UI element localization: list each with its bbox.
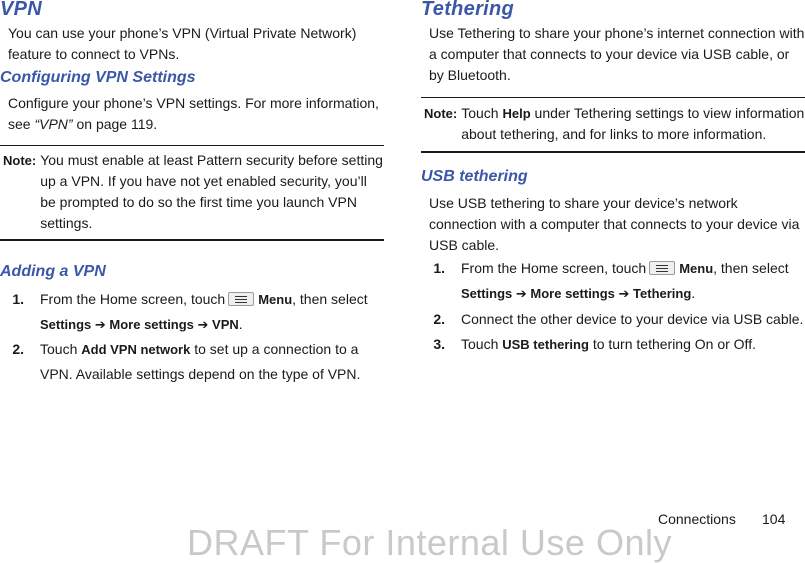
config-vpn-heading: Configuring VPN Settings: [0, 69, 196, 86]
step-text: [40, 287, 384, 337]
step-text-pre: Touch: [461, 336, 499, 352]
menu-label: Menu: [679, 261, 714, 276]
usb-tethering-heading: USB tethering: [421, 168, 528, 185]
step-text-end: .: [691, 285, 696, 301]
usb-tethering-intro: Use USB tethering to share your device’s network connection with a computer that connects to your device via USB cable.: [429, 195, 800, 253]
step-number: 1.: [433, 260, 445, 276]
step-number: 2.: [12, 341, 24, 357]
adding-vpn-heading: Adding a VPN: [0, 263, 106, 280]
tether-step-2: [421, 307, 805, 331]
right-column: [421, 0, 805, 357]
settings-path: Settings ➔ More settings ➔ Tethering: [461, 286, 692, 301]
config-text-pre: Configure your phone’s VPN settings. For more information, see: [8, 95, 379, 132]
settings-path: Settings ➔ More settings ➔ VPN: [40, 317, 239, 332]
step-text-mid: , then select: [292, 291, 368, 307]
usb-tethering-label: USB tethering: [502, 337, 589, 352]
tether-step-1: [421, 256, 805, 306]
step-text-pre: Touch: [40, 341, 78, 357]
note-text: [457, 103, 805, 145]
tethering-heading: Tethering: [421, 0, 515, 20]
draft-watermark: DRAFT For Internal Use Only: [187, 522, 672, 563]
tethering-intro: Use Tethering to share your phone’s internet connection with a computer that connects to your device via USB cable, or by Bluetooth.: [429, 25, 805, 83]
tether-step-3: [421, 332, 805, 357]
vpn-intro: You can use your phone’s VPN (Virtual Private Network) feature to connect to VPNs.: [8, 25, 357, 62]
note-label: Note:: [3, 153, 37, 168]
step-text-post: to turn tethering On or Off.: [592, 336, 756, 352]
vpn-heading: VPN: [0, 0, 43, 20]
config-vpn-text: [0, 93, 384, 135]
note-text-pre: Touch: [461, 105, 499, 121]
menu-key-icon: [228, 292, 254, 306]
note-text: You must enable at least Pattern security before setting up a VPN. If you have not yet enabled security, you’ll be prompted to do so the first time you launch VPN settings.: [40, 152, 383, 231]
step-text-pre: From the Home screen, touch: [40, 291, 226, 307]
step-text: [40, 337, 384, 386]
step-text: [461, 256, 805, 306]
vpn-step-1: [0, 287, 384, 337]
add-vpn-network-label: Add VPN network: [81, 342, 191, 357]
vpn-step-2: [0, 337, 384, 386]
config-text-post: on page 119.: [76, 116, 158, 132]
step-text: [461, 332, 805, 357]
step-number: 2.: [433, 311, 445, 327]
note-text-post: under Tethering settings to view information about tethering, and for links to more information.: [461, 105, 805, 142]
tethering-note: [421, 97, 805, 153]
left-column: [0, 0, 384, 386]
help-label: Help: [502, 106, 531, 121]
step-text-post: to set up a connection to a VPN. Available settings depend on the type of VPN.: [40, 341, 361, 382]
menu-label: Menu: [258, 292, 293, 307]
step-number: 1.: [12, 291, 24, 307]
vpn-page-link[interactable]: “VPN”: [34, 116, 73, 132]
step-text-mid: , then select: [713, 260, 789, 276]
step-text-end: .: [238, 316, 243, 332]
step-number: 3.: [433, 336, 445, 352]
vpn-note: [0, 145, 384, 241]
menu-key-icon: [649, 261, 675, 275]
page-number: 104: [762, 511, 786, 527]
step-text: Connect the other device to your device via USB cable.: [461, 311, 804, 327]
footer-section-name: Connections: [658, 511, 736, 527]
note-label: Note:: [424, 106, 458, 121]
step-text-pre: From the Home screen, touch: [461, 260, 647, 276]
